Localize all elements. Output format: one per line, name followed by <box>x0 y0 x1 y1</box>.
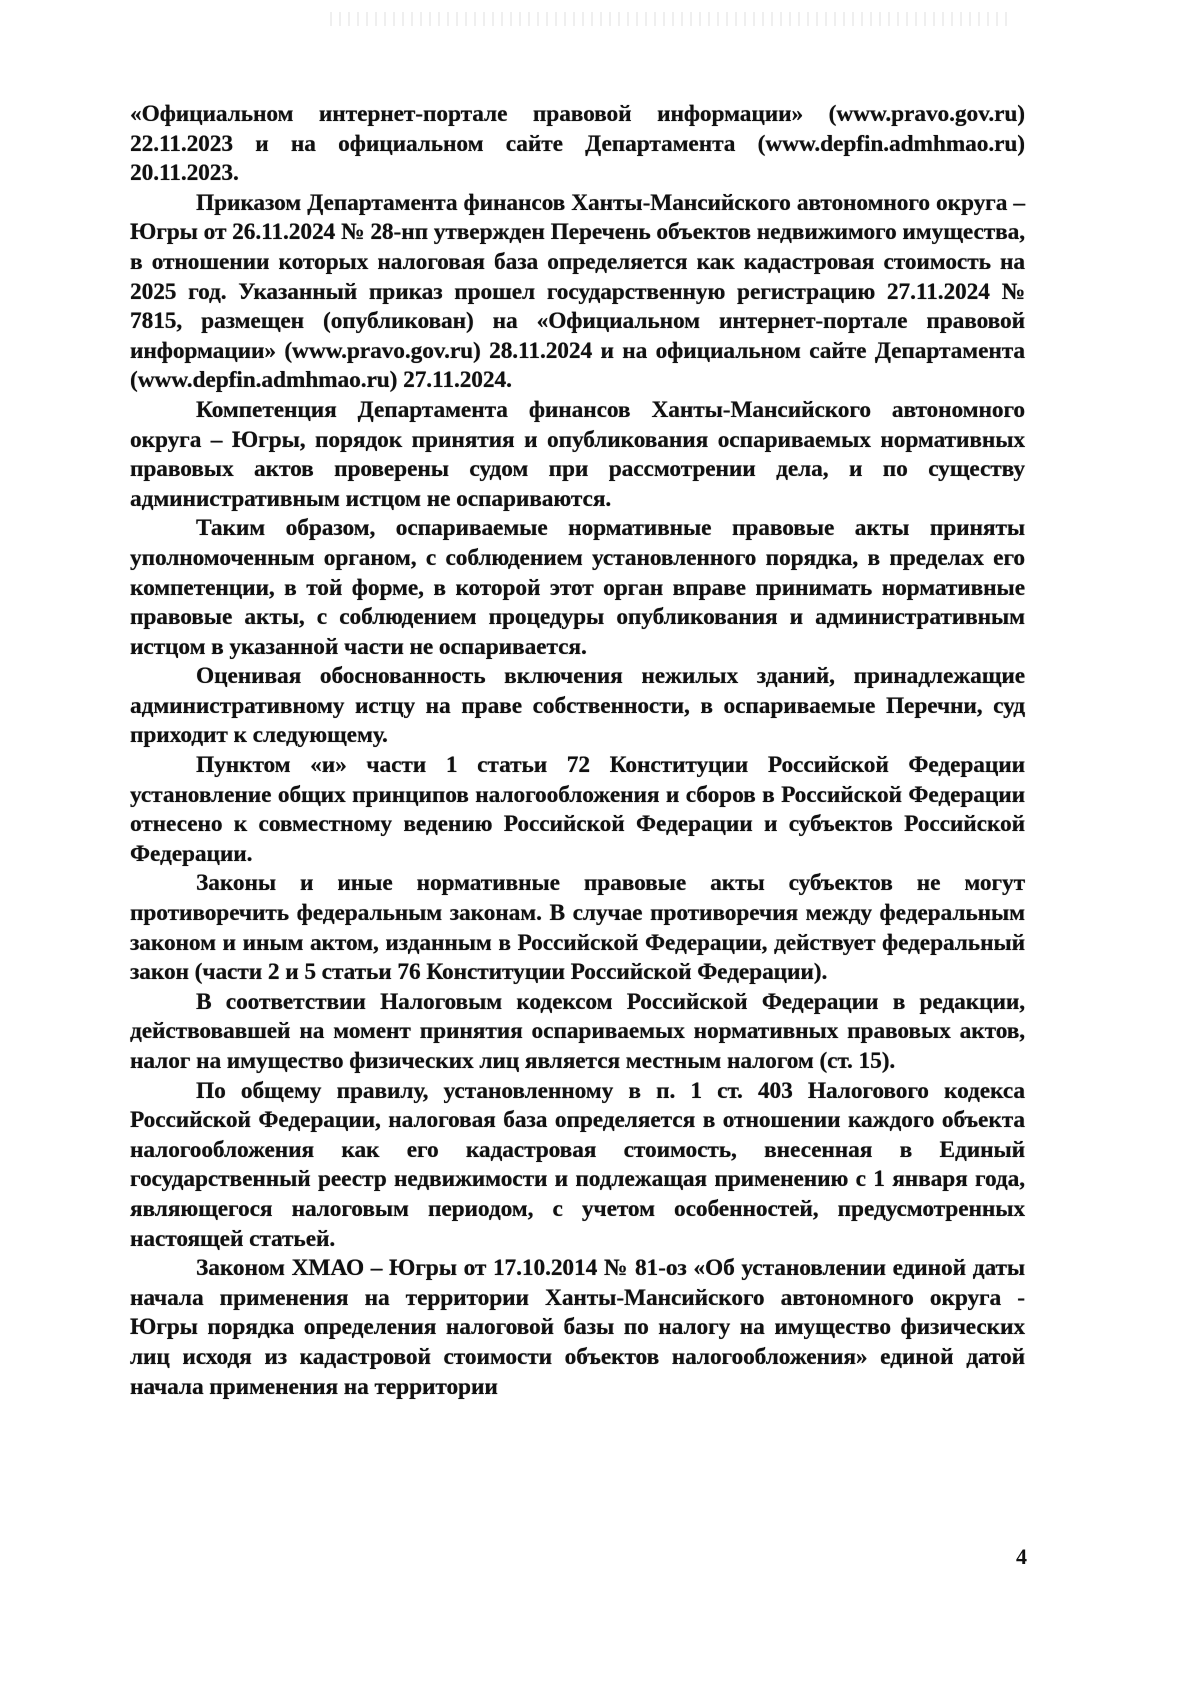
paragraph-constitution-76: Законы и иные нормативные правовые акты субъектов не могут противоречить федеральным законам. В случае противоречия между федеральным законом и иным актом, изданным в Российской Федерации, действует федеральный закон (части 2 и 5 статьи 76 Конституции Российской Федерации). <box>130 870 1025 986</box>
document-body <box>130 100 1025 1402</box>
scan-artifact <box>330 12 1010 26</box>
paragraph-continuation: «Официальном интернет-портале правовой информации» (www.pravo.gov.ru) 22.11.2023 и на официальном сайте Департамента (www.depfin.admhmao.ru) 20.11.2023. <box>130 101 1025 187</box>
paragraph-article-403: По общему правилу, установленному в п. 1 ст. 403 Налогового кодекса Российской Федерации, налоговая база определяется в отношении каждого объекта налогообложения как его кадастровая стоимость, внесенная в Единый государственный реестр недвижимости и подлежащая применению с 1 января года, являющегося налоговым периодом, с учетом особенностей, предусмотренных настоящей статьей. <box>130 1077 1025 1252</box>
paragraph-order-28np: Приказом Департамента финансов Ханты-Мансийского автономного округа – Югры от 26.11.2024 № 28-нп утвержден Перечень объектов недвижимого имущества, в отношении которых налоговая база определяется как кадастровая стоимость на 2025 год. Указанный приказ прошел государственную регистрацию 27.11.2024 № 7815, размещен (опубликован) на «Официальном интернет-портале правовой информации» (www.pravo.gov.ru) 28.11.2024 и на официальном сайте Департамента (www.depfin.admhmao.ru) 27.11.2024. <box>130 189 1025 394</box>
paragraph-conclusion-acts: Таким образом, оспариваемые нормативные правовые акты приняты уполномоченным органом, с соблюдением установленного порядка, в пределах его компетенции, в той форме, в которой этот орган вправе принимать нормативные правовые акты, с соблюдением процедуры опубликования и административным истцом в указанной части не оспаривается. <box>130 515 1025 660</box>
paragraph-tax-code: В соответствии Налоговым кодексом Российской Федерации в редакции, действовавшей на момент принятия оспариваемых нормативных правовых актов, налог на имущество физических лиц является местным налогом (ст. 15). <box>130 988 1025 1074</box>
page-number: 4 <box>1016 1544 1027 1569</box>
paragraph-competence: Компетенция Департамента финансов Ханты-Мансийского автономного округа – Югры, порядок принятия и опубликования оспариваемых нормативных правовых актов проверены судом при рассмотрении дела, и по существу административным истцом не оспариваются. <box>130 396 1025 512</box>
paragraph-constitution-72: Пунктом «и» части 1 статьи 72 Конституции Российской Федерации установление общих принципов налогообложения и сборов в Российской Федерации отнесено к совместному ведению Российской Федерации и субъектов Российской Федерации. <box>130 752 1025 867</box>
paragraph-assessment: Оценивая обоснованность включения нежилых зданий, принадлежащие административному истцу на праве собственности, в оспариваемые Перечни, суд приходит к следующему. <box>130 663 1025 749</box>
paragraph-law-81oz: Законом ХМАО – Югры от 17.10.2014 № 81-оз «Об установлении единой даты начала применения на территории Ханты-Мансийского автономного округа - Югры порядка определения налоговой базы по налогу на имущество физических лиц исходя из кадастровой стоимости объектов налогообложения» единой датой начала применения на территории <box>130 1255 1025 1400</box>
